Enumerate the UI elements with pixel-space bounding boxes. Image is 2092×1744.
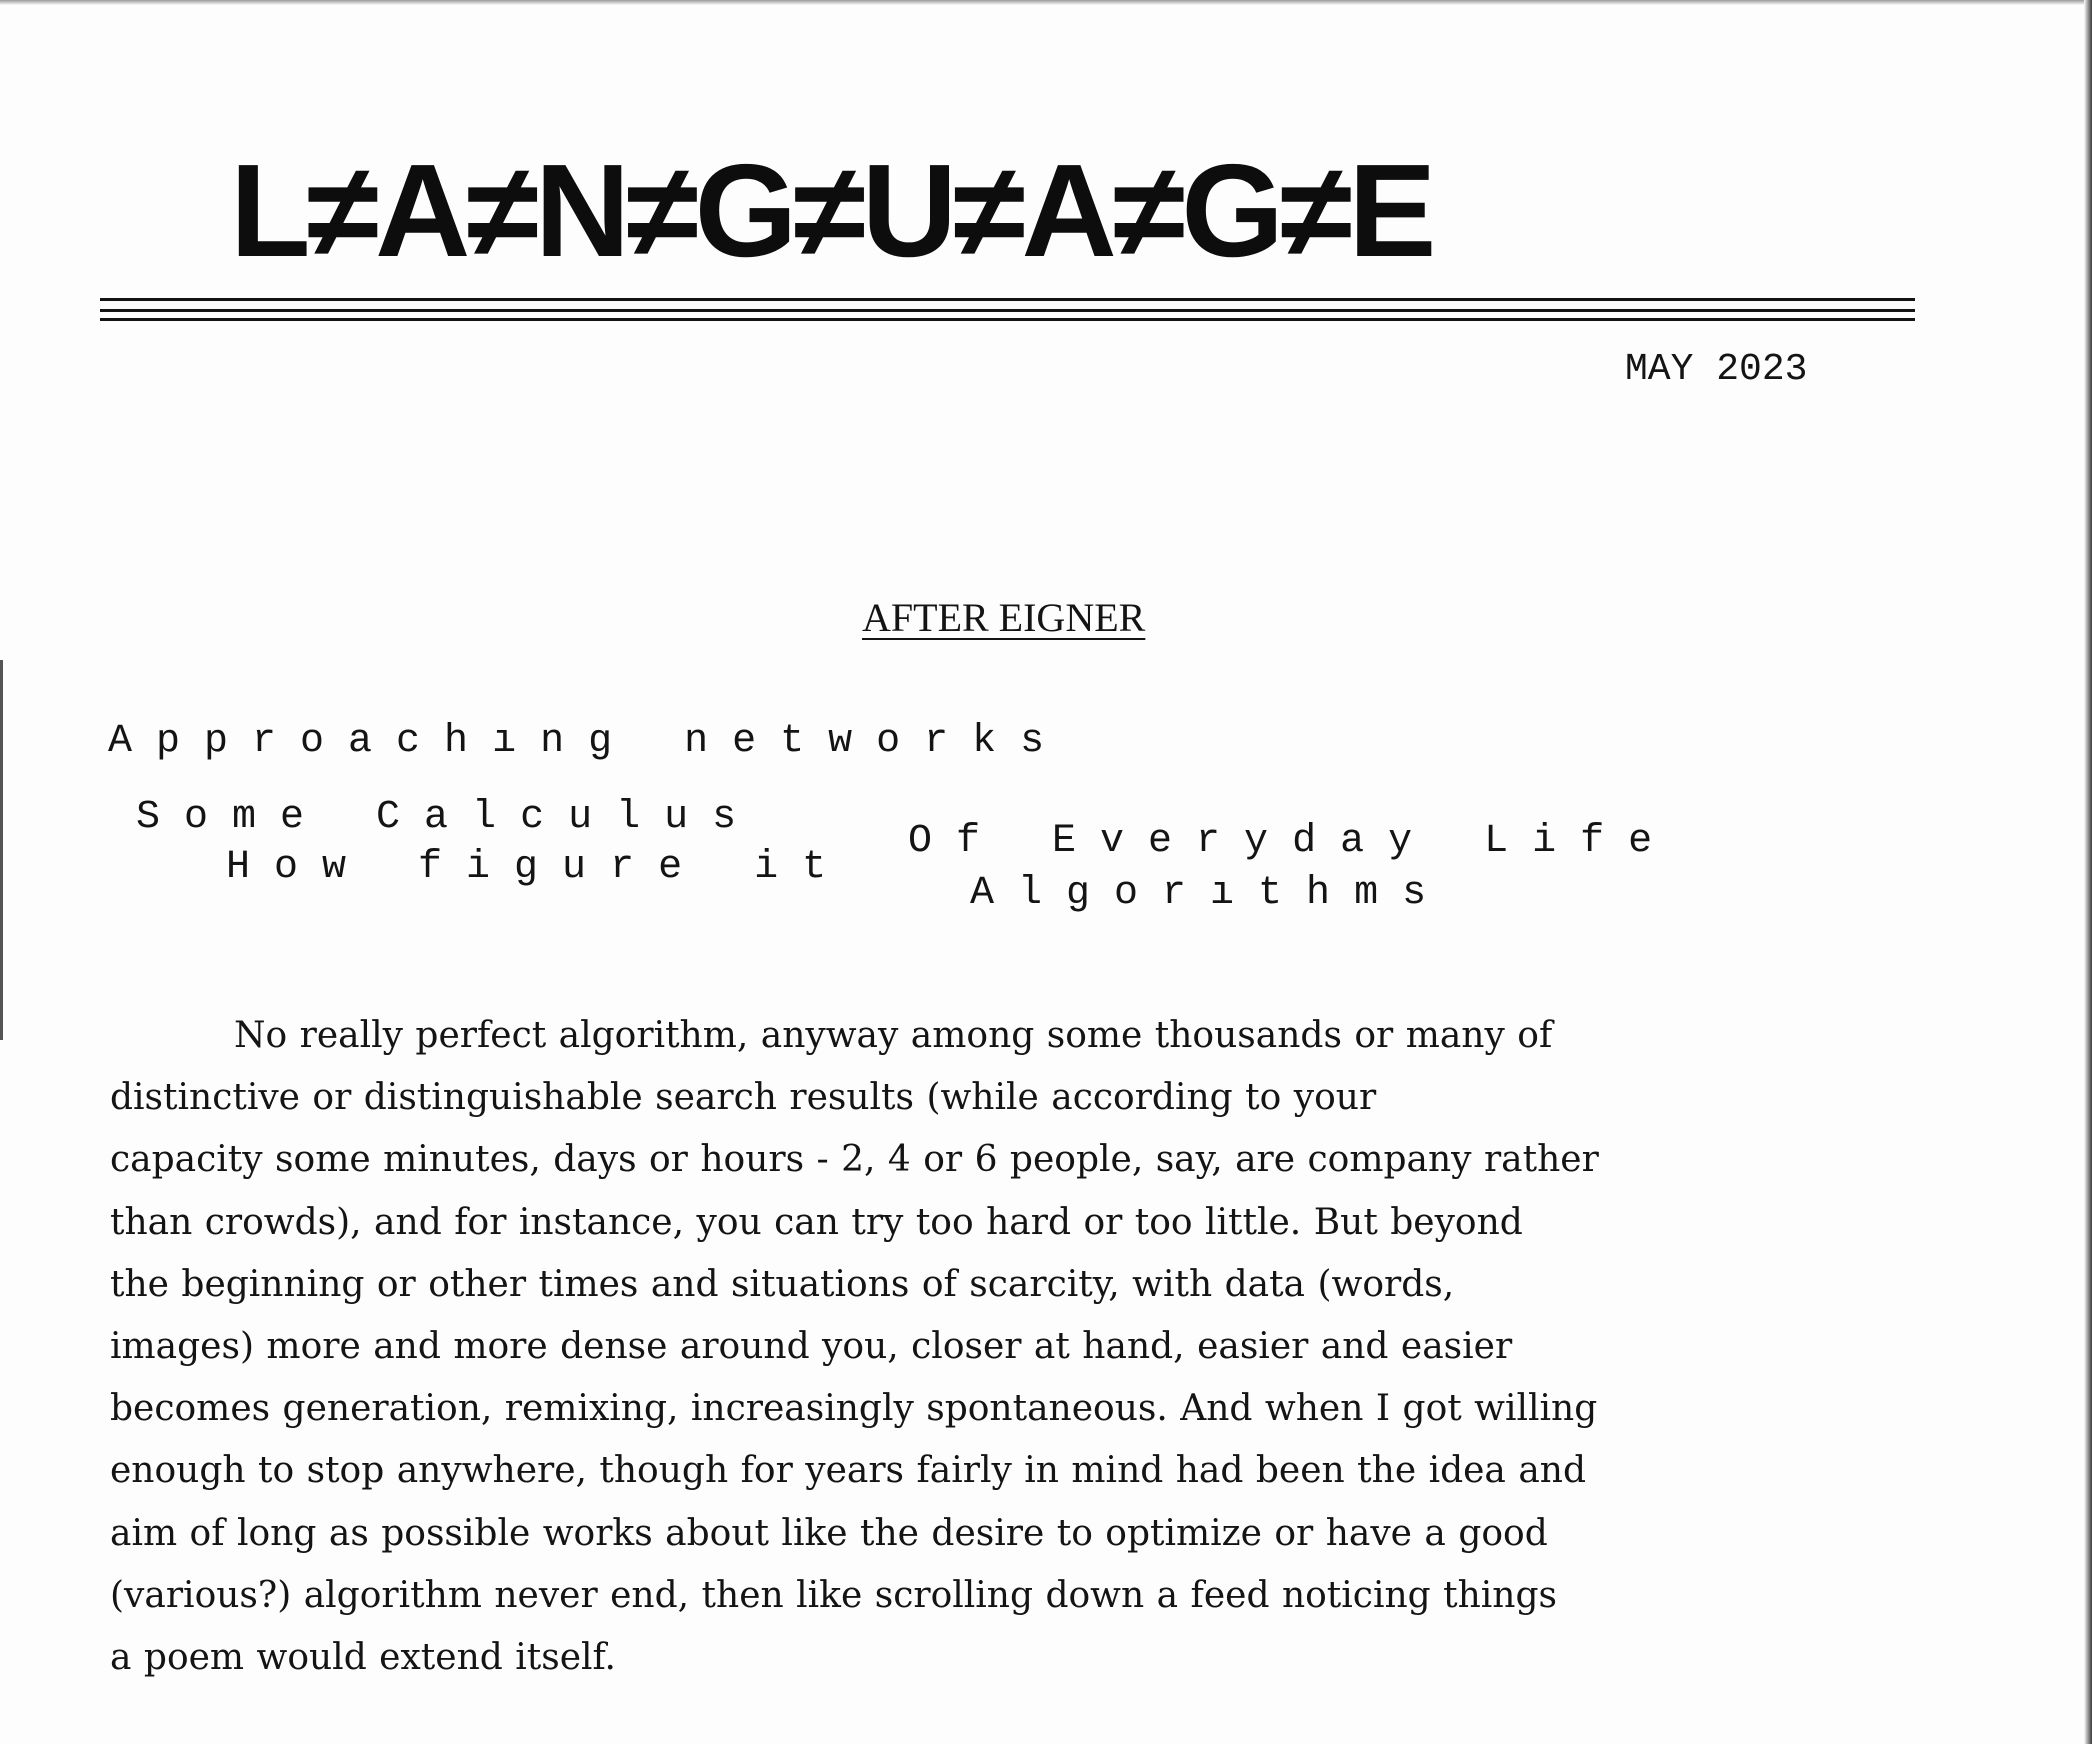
body-line: capacity some minutes, days or hours - 2, 4 or 6 people, say, are company rather	[110, 1139, 1599, 1181]
body-line: enough to stop anywhere, though for years fairly in mind had been the idea and	[110, 1450, 1587, 1492]
body-line: images) more and more dense around you, closer at hand, easier and easier	[110, 1325, 1513, 1367]
article-body	[110, 1005, 1940, 1689]
page-right-edge	[2084, 0, 2092, 1744]
body-line: (various?) algorithm never end, then like scrolling down a feed noticing things	[110, 1574, 1558, 1616]
masthead-rule	[100, 309, 1915, 312]
spaced-heading-line: S o m e C a l c u l u s	[136, 795, 737, 840]
spaced-heading-line: A p p r o a c h ı n g n e t w o r k s	[108, 719, 1045, 764]
body-line: a poem would extend itself.	[110, 1636, 616, 1678]
spaced-heading-line: O f E v e r y d a y L i f e	[908, 819, 1653, 864]
page-top-edge	[0, 0, 2092, 5]
body-line: the beginning or other times and situations of scarcity, with data (words,	[110, 1263, 1455, 1305]
body-line: distinctive or distinguishable search results (while according to your	[110, 1077, 1377, 1119]
body-line: aim of long as possible works about like the desire to optimize or have a good	[110, 1512, 1548, 1554]
body-line: becomes generation, remixing, increasingly spontaneous. And when I got willing	[110, 1388, 1598, 1430]
body-line: than crowds), and for instance, you can try too hard or too little. But beyond	[110, 1201, 1523, 1243]
issue-date: MAY 2023	[1625, 348, 1808, 391]
body-line: No really perfect algorithm, anyway among some thousands or many of	[234, 1015, 1553, 1056]
page-left-edge	[0, 660, 3, 1040]
article-title: AFTER EIGNER	[862, 595, 1146, 640]
masthead-title: L≠A≠N≠G≠U≠A≠G≠E	[230, 137, 1433, 284]
spaced-heading-line: A l g o r ı t h m s	[970, 871, 1427, 916]
masthead-rule	[100, 298, 1915, 301]
masthead-rule	[100, 318, 1915, 321]
spaced-heading-line: H o w f i g u r e i t	[226, 845, 827, 890]
